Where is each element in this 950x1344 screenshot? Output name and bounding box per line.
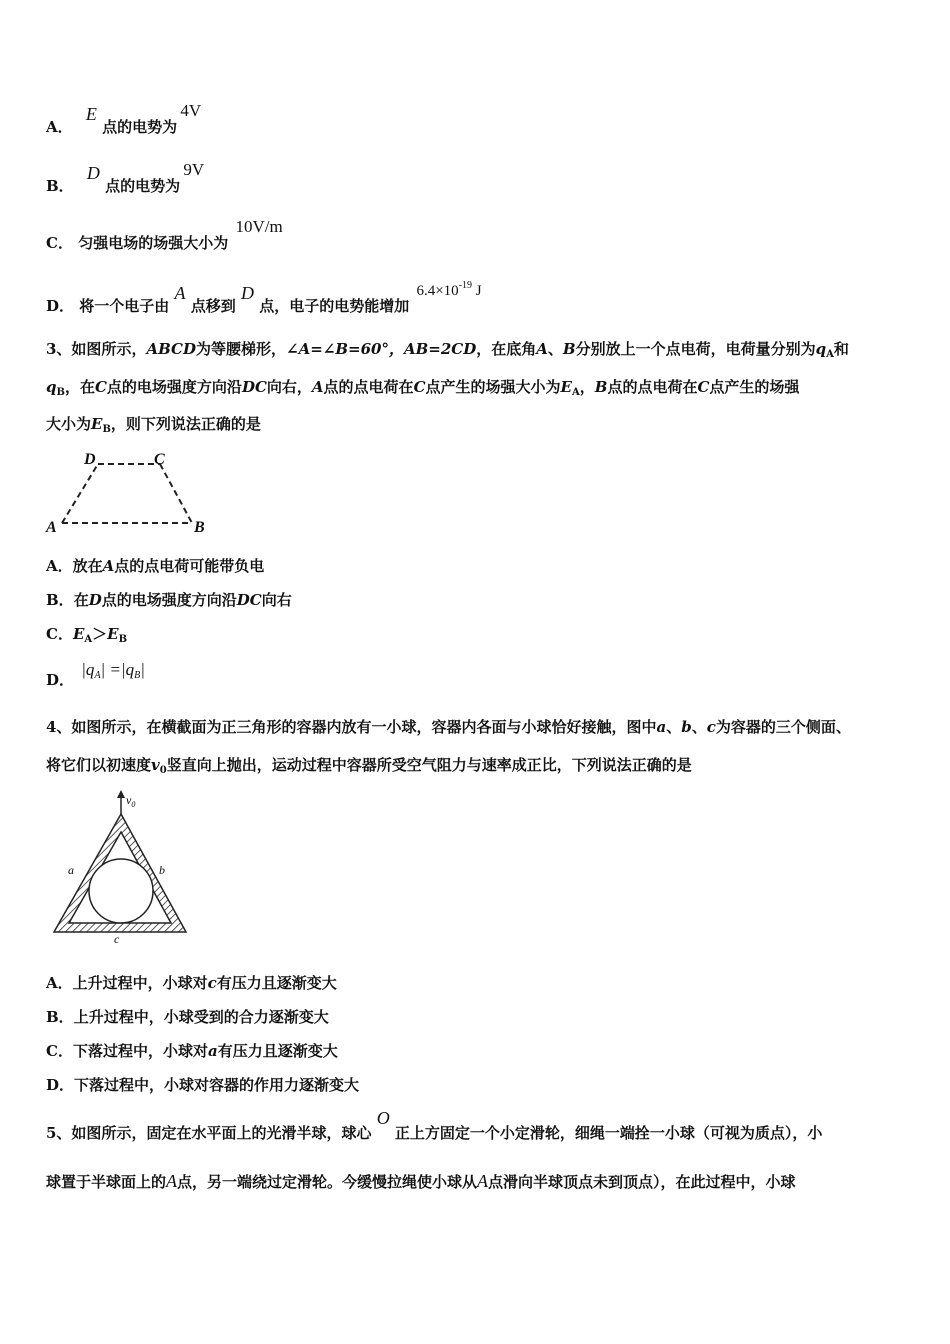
text: |	[140, 660, 145, 679]
q2-option-a	[46, 101, 202, 136]
text: 大小为	[46, 415, 92, 433]
q2-option-d	[46, 280, 482, 315]
math-var: A	[477, 1171, 489, 1191]
edge-bc	[160, 464, 192, 523]
q5-line-2	[46, 1171, 796, 1192]
text: v	[151, 756, 160, 774]
subscript: B	[118, 634, 128, 645]
text: b	[681, 718, 692, 736]
option-text: 点的电势为	[105, 177, 181, 195]
q3-line-3	[46, 414, 261, 440]
text: B	[594, 378, 608, 396]
option-label: D．	[46, 297, 75, 315]
text: C	[94, 378, 107, 396]
option-label: B．	[46, 1008, 74, 1026]
text: A	[102, 557, 115, 575]
text: 上升过程中，小球受到的合力逐渐变大	[73, 1008, 329, 1026]
text: ，在	[64, 378, 95, 396]
text: C	[413, 378, 426, 396]
option-label: A．	[46, 974, 73, 992]
option-text: 点移到	[190, 297, 236, 315]
text: 点产生的场强	[709, 378, 800, 396]
text: 分别放上一个点电荷，电荷量分别为	[575, 340, 816, 358]
math-var: D	[86, 163, 100, 183]
text: | =|q	[100, 660, 135, 679]
text: 下落过程中，小球对容器的作用力逐渐变大	[74, 1076, 360, 1094]
text: 有压力且逐渐变大	[217, 1042, 338, 1060]
option-label: B．	[46, 591, 74, 609]
text: 和	[833, 340, 849, 358]
text: ＞	[92, 625, 108, 643]
q3-line-1	[46, 339, 849, 365]
text: 下落过程中，小球对	[72, 1042, 208, 1060]
side-label-b: b	[159, 863, 165, 877]
text: 正上方固定一个小定滑轮，细绳一端拴一小球（可视为质点），小	[394, 1124, 823, 1142]
text: a	[207, 1042, 218, 1060]
option-label: D．	[46, 671, 75, 689]
text: 在	[73, 591, 89, 609]
text: A	[536, 340, 548, 358]
q2-option-b	[46, 160, 205, 195]
q4-option-a	[46, 973, 337, 993]
text: DC	[236, 591, 262, 609]
option-text: 点的电势为	[102, 118, 178, 136]
text: B	[562, 340, 576, 358]
text: 上升过程中，小球对	[72, 974, 208, 992]
text: C	[697, 378, 710, 396]
text: E	[91, 415, 103, 433]
text: 5、如图所示，固定在水平面上的光滑半球，球心	[46, 1124, 372, 1142]
option-text: 点，电子的电势能增加	[259, 297, 410, 315]
q3-option-d	[46, 662, 143, 690]
velocity-arrowhead	[117, 790, 125, 798]
text: A	[311, 378, 324, 396]
velocity-label: $v_0$	[126, 793, 136, 809]
vertex-label-d: D	[84, 451, 96, 468]
triangle-container-figure	[46, 788, 206, 948]
text: 点的电场强度方向沿	[101, 591, 237, 609]
text: 、	[666, 718, 682, 736]
q5-line-1	[46, 1110, 822, 1142]
q3-line-2	[46, 377, 799, 403]
text: E	[560, 378, 572, 396]
text: E	[107, 625, 119, 643]
text: 、	[547, 340, 563, 358]
option-label: C．	[46, 1042, 73, 1060]
option-label: C．	[46, 625, 73, 643]
text: ，在底角	[476, 340, 537, 358]
text: 点的电场强度方向沿	[106, 378, 242, 396]
text: 放在	[72, 557, 103, 575]
text: 为容器的三个侧面、	[715, 718, 851, 736]
vertex-label-c: C	[154, 451, 165, 468]
text: 向右，	[266, 378, 312, 396]
text: 4、如图所示，在横截面为正三角形的容器内放有一小球，容器内各面与小球恰好接触，图中	[46, 718, 657, 736]
option-label: A．	[46, 557, 73, 575]
text: q	[815, 340, 827, 358]
text: 球置于半球面上的	[46, 1173, 167, 1191]
edge-ad	[62, 464, 98, 523]
text: ，则下列说法正确的是	[110, 415, 261, 433]
subscript: B	[134, 670, 141, 681]
q3-option-a	[46, 556, 264, 576]
trapezoid-figure	[44, 446, 214, 538]
q3-option-c	[46, 624, 127, 650]
text: c	[706, 718, 716, 736]
math-var: O	[376, 1108, 390, 1128]
text: 向右	[261, 591, 292, 609]
subscript: B	[102, 424, 111, 435]
subscript: 0	[159, 765, 167, 776]
option-label: A．	[46, 118, 73, 136]
text: c	[207, 974, 217, 992]
text: 有压力且逐渐变大	[216, 974, 337, 992]
text: E	[72, 625, 85, 643]
vertex-label-a: A	[46, 519, 57, 536]
vertex-label-b: B	[194, 519, 205, 536]
option-label: B．	[46, 177, 74, 195]
text: 将它们以初速度	[46, 756, 152, 774]
q3-option-b	[46, 590, 292, 610]
text: 点产生的场强大小为	[425, 378, 561, 396]
text: 点，另一端绕过定滑轮。今缓慢拉绳使小球从	[177, 1173, 478, 1191]
math-var: A	[166, 1171, 178, 1191]
text: 竖直向上抛出，运动过程中容器所受空气阻力与速率成正比，下列说法正确的是	[166, 756, 692, 774]
math-var: E	[85, 104, 97, 124]
text: |q	[81, 660, 95, 679]
subscript: A	[84, 634, 93, 645]
q4-option-d	[46, 1075, 359, 1095]
text: 3、如图所示，	[46, 340, 147, 358]
q4-option-c	[46, 1041, 338, 1061]
text: ABCD	[146, 340, 196, 358]
q4-line-2	[46, 755, 692, 781]
q4-option-b	[46, 1007, 329, 1027]
value-unit: J	[475, 283, 482, 299]
text: 点滑向半球顶点未到顶点），在此过程中，小球	[488, 1173, 796, 1191]
text: D	[88, 591, 102, 609]
text: 为等腰梯形，	[196, 340, 287, 358]
subscript: A	[826, 349, 834, 360]
text: q	[46, 378, 57, 396]
option-label: C．	[46, 234, 73, 252]
text: a	[656, 718, 667, 736]
text: 点的点电荷可能带负电	[114, 557, 265, 575]
side-label-c: c	[114, 932, 120, 946]
math-value: 4V	[180, 101, 202, 120]
q2-option-c	[46, 217, 283, 253]
text: 、	[691, 718, 707, 736]
ball	[89, 859, 153, 923]
math-value: 9V	[183, 160, 205, 179]
text: DC	[241, 378, 267, 396]
math-value: 10V/m	[235, 217, 283, 236]
subscript: B	[56, 387, 65, 398]
option-label: D．	[46, 1076, 75, 1094]
subscript: A	[94, 670, 101, 681]
q4-line-1	[46, 717, 851, 737]
value-exponent: -19	[458, 280, 473, 291]
option-text: 匀强电场的场强大小为	[78, 234, 229, 252]
value-base: 6.4×10	[416, 283, 459, 299]
math-var: A	[174, 283, 186, 303]
text: 点的点电荷在	[323, 378, 414, 396]
text: ，	[579, 378, 595, 396]
math-var: D	[240, 283, 254, 303]
text: ∠A=∠B=60°，AB=2CD	[286, 340, 477, 358]
side-label-a: a	[68, 863, 74, 877]
option-text: 将一个电子由	[79, 297, 170, 315]
subscript: A	[571, 387, 580, 398]
text: 点的点电荷在	[607, 378, 698, 396]
math-expression	[81, 660, 145, 679]
math-value	[416, 280, 482, 299]
